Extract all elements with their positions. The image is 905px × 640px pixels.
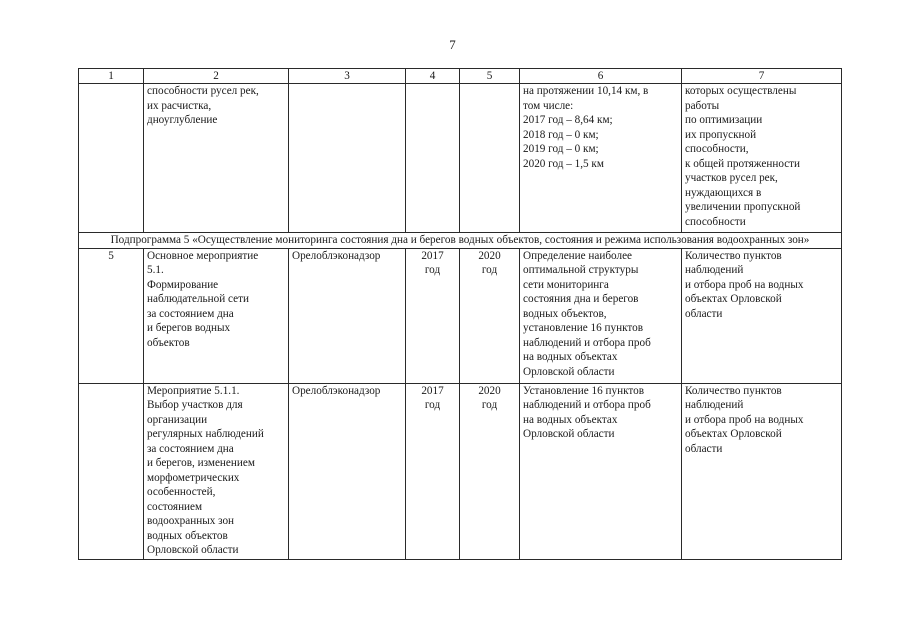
header-cell-5: 5	[460, 69, 520, 84]
header-cell-4: 4	[406, 69, 460, 84]
row-number-cell	[79, 383, 144, 559]
page-number: 7	[449, 37, 456, 52]
expected-result-cell: Определение наиболее оптимальной структуры сети мониторинга состояния дна и берегов водных объектов, установление 16 пунктов наблюдений и отбора проб на водных объектах Орловской области	[520, 248, 682, 383]
subprogram-row	[79, 233, 842, 249]
start-year-cell	[406, 84, 460, 233]
end-year-cell: 2020 год	[460, 383, 520, 559]
header-cell-3: 3	[289, 69, 406, 84]
program-table	[78, 68, 842, 560]
expected-result-cell: на протяжении 10,14 км, в том числе: 2017 год – 8,64 км; 2018 год – 0 км; 2019 год – 0 км; 2020 год – 1,5 км	[520, 84, 682, 233]
row-number-cell	[79, 84, 144, 233]
start-year-cell: 2017 год	[406, 248, 460, 383]
table-row	[79, 383, 842, 559]
header-cell-7: 7	[682, 69, 842, 84]
activity-name-cell: Мероприятие 5.1.1. Выбор участков для организации регулярных наблюдений за состоянием дна и берегов, изменением морфометрических особенностей, состоянием водоохранных зон водных объектов Орловской области	[144, 383, 289, 559]
end-year-cell	[460, 84, 520, 233]
executor-cell: Орелоблэконадзор	[289, 248, 406, 383]
indicator-cell: которых осуществлены работы по оптимизации их пропускной способности, к общей протяженности участков русел рек, нуждающихся в увеличении пропускной способности	[682, 84, 842, 233]
header-cell-6: 6	[520, 69, 682, 84]
executor-cell	[289, 84, 406, 233]
executor-cell: Орелоблэконадзор	[289, 383, 406, 559]
indicator-cell: Количество пунктов наблюдений и отбора проб на водных объектах Орловской области	[682, 248, 842, 383]
subprogram-title: Подпрограмма 5 «Осуществление мониторинга состояния дна и берегов водных объектов, состояния и режима использования водоохранных зон»	[79, 233, 842, 249]
row-number-cell: 5	[79, 248, 144, 383]
indicator-cell: Количество пунктов наблюдений и отбора проб на водных объектах Орловской области	[682, 383, 842, 559]
start-year-cell: 2017 год	[406, 383, 460, 559]
table-row	[79, 84, 842, 233]
activity-name-cell: Основное мероприятие 5.1. Формирование наблюдательной сети за состоянием дна и берегов водных объектов	[144, 248, 289, 383]
header-row	[79, 69, 842, 84]
header-cell-2: 2	[144, 69, 289, 84]
expected-result-cell: Установление 16 пунктов наблюдений и отбора проб на водных объектах Орловской области	[520, 383, 682, 559]
table-row	[79, 248, 842, 383]
header-cell-1: 1	[79, 69, 144, 84]
end-year-cell: 2020 год	[460, 248, 520, 383]
activity-name-cell: способности русел рек, их расчистка, дноуглубление	[144, 84, 289, 233]
